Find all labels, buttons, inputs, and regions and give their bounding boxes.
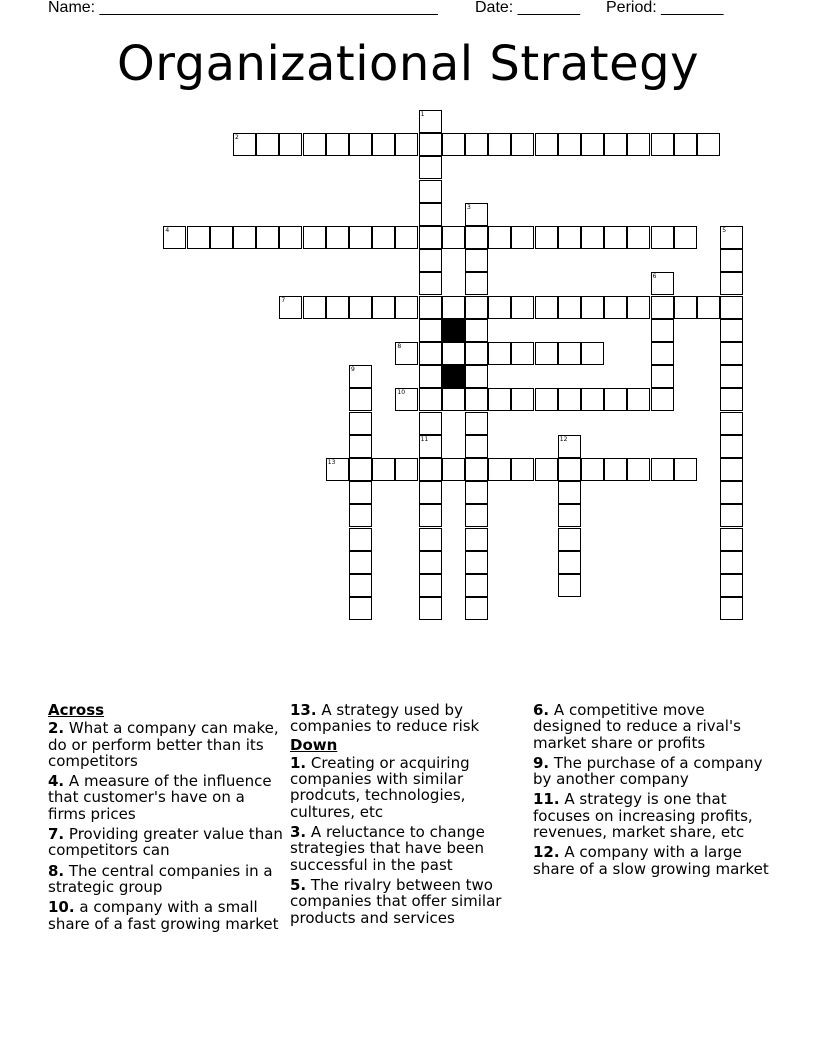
grid-cell[interactable] — [558, 342, 581, 365]
grid-cell[interactable] — [651, 458, 674, 481]
grid-cell[interactable] — [558, 574, 581, 597]
grid-cell[interactable] — [303, 226, 326, 249]
grid-cell[interactable] — [372, 133, 395, 156]
grid-cell[interactable] — [558, 226, 581, 249]
grid-cell[interactable] — [511, 296, 534, 319]
grid-cell[interactable] — [720, 458, 743, 481]
clue-across-4: 4. A measure of the influence that customer's have on a firms prices — [48, 772, 272, 823]
grid-cell[interactable] — [627, 388, 650, 411]
clue-number-3: 3 — [467, 203, 471, 211]
grid-cell[interactable] — [674, 226, 697, 249]
clue-down-12: 12. A company with a large share of a slow growing market — [533, 843, 769, 878]
grid-cell[interactable] — [720, 481, 743, 504]
grid-cell[interactable] — [558, 528, 581, 551]
grid-cell[interactable] — [465, 528, 488, 551]
grid-cell[interactable] — [419, 458, 442, 481]
grid-cell[interactable] — [372, 226, 395, 249]
grid-cell[interactable] — [326, 133, 349, 156]
grid-cell[interactable] — [651, 133, 674, 156]
grid-cell[interactable] — [349, 551, 372, 574]
grid-cell[interactable] — [303, 296, 326, 319]
grid-cell[interactable] — [720, 551, 743, 574]
grid-cell[interactable] — [720, 296, 743, 319]
grid-cell[interactable] — [511, 388, 534, 411]
clues-column-3 — [533, 702, 773, 881]
clues-column-1 — [48, 702, 283, 936]
grid-cell[interactable] — [349, 388, 372, 411]
grid-cell[interactable] — [651, 226, 674, 249]
grid-cell[interactable] — [465, 574, 488, 597]
grid-cell[interactable] — [419, 180, 442, 203]
clue-across-2: 2. What a company can make, do or perform better than its competitors — [48, 719, 279, 770]
grid-cell[interactable] — [465, 133, 488, 156]
grid-cell[interactable] — [651, 319, 674, 342]
clue-down-11: 11. A strategy is one that focuses on increasing profits, revenues, market share, etc — [533, 790, 753, 842]
grid-cell[interactable] — [627, 296, 650, 319]
grid-cell[interactable] — [419, 272, 442, 295]
grid-cell[interactable] — [326, 226, 349, 249]
grid-cell[interactable] — [604, 388, 627, 411]
grid-cell[interactable] — [349, 412, 372, 435]
grid-cell[interactable] — [535, 458, 558, 481]
grid-cell[interactable] — [395, 133, 418, 156]
grid-cell[interactable] — [419, 296, 442, 319]
grid-cell[interactable] — [279, 133, 302, 156]
clue-across-10: 10. a company with a small share of a fast growing market — [48, 898, 279, 933]
grid-cell[interactable] — [349, 481, 372, 504]
grid-cell[interactable] — [720, 528, 743, 551]
clue-down-1: 1. Creating or acquiring companies with similar prodcuts, technologies, cultures, etc — [290, 753, 470, 821]
grid-cell[interactable] — [465, 412, 488, 435]
black-cell — [442, 319, 465, 342]
grid-cell[interactable] — [581, 388, 604, 411]
grid-cell[interactable] — [674, 296, 697, 319]
grid-cell[interactable] — [720, 574, 743, 597]
clue-down-3: 3. A reluctance to change strategies that have been successful in the past — [290, 823, 485, 874]
grid-cell[interactable] — [419, 226, 442, 249]
grid-cell[interactable] — [303, 133, 326, 156]
clue-number-2: 2 — [235, 134, 239, 142]
clue-number-7: 7 — [281, 296, 286, 304]
grid-cell[interactable] — [187, 226, 210, 249]
grid-cell[interactable] — [372, 458, 395, 481]
clues-column-2 — [290, 702, 525, 930]
period-field-label: Period: _______ — [606, 0, 724, 16]
grid-cell[interactable] — [488, 296, 511, 319]
grid-cell[interactable] — [535, 388, 558, 411]
grid-cell[interactable] — [535, 296, 558, 319]
grid-cell[interactable] — [419, 249, 442, 272]
grid-cell[interactable] — [465, 597, 488, 620]
grid-cell[interactable] — [372, 296, 395, 319]
grid-cell[interactable] — [233, 226, 256, 249]
grid-cell[interactable] — [651, 296, 674, 319]
grid-cell[interactable] — [395, 296, 418, 319]
clue-across-13: 13. A strategy used by companies to reduce risk — [290, 701, 480, 736]
grid-cell[interactable] — [697, 133, 720, 156]
grid-cell[interactable] — [581, 296, 604, 319]
grid-cell[interactable] — [651, 388, 674, 411]
grid-cell[interactable] — [419, 481, 442, 504]
grid-cell[interactable] — [442, 133, 465, 156]
grid-cell[interactable] — [604, 226, 627, 249]
grid-cell[interactable] — [442, 342, 465, 365]
clue-across-7: 7. Providing greater value than competitors can — [48, 825, 283, 860]
grid-cell[interactable] — [720, 388, 743, 411]
clue-number-1: 1 — [420, 111, 425, 118]
clue-number-8: 8 — [397, 343, 402, 350]
grid-cell[interactable] — [558, 296, 581, 319]
grid-cell[interactable] — [581, 226, 604, 249]
grid-cell[interactable] — [465, 319, 488, 342]
grid-cell[interactable] — [511, 133, 534, 156]
clue-across-8: 8. The central companies in a strategic group — [48, 861, 273, 896]
grid-cell[interactable] — [256, 133, 279, 156]
page-title: Organizational Strategy — [116, 36, 700, 92]
grid-cell[interactable] — [697, 296, 720, 319]
grid-cell[interactable] — [535, 133, 558, 156]
grid-cell[interactable] — [349, 504, 372, 527]
grid-cell[interactable] — [465, 504, 488, 527]
grid-cell[interactable] — [419, 365, 442, 388]
grid-cell[interactable] — [720, 504, 743, 527]
grid-cell[interactable] — [442, 458, 465, 481]
grid-cell[interactable] — [651, 342, 674, 365]
grid-cell[interactable] — [419, 156, 442, 179]
grid-cell[interactable] — [674, 133, 697, 156]
clue-number-11: 11 — [420, 435, 429, 443]
down-heading: Down — [290, 735, 338, 754]
grid-cell[interactable] — [419, 504, 442, 527]
grid-cell[interactable] — [720, 435, 743, 458]
grid-cell[interactable] — [465, 226, 488, 249]
grid-cell[interactable] — [627, 226, 650, 249]
grid-cell[interactable] — [558, 458, 581, 481]
grid-cell[interactable] — [511, 226, 534, 249]
grid-cell[interactable] — [349, 597, 372, 620]
grid-cell[interactable] — [349, 458, 372, 481]
grid-cell[interactable] — [581, 133, 604, 156]
grid-cell[interactable] — [627, 133, 650, 156]
grid-cell[interactable] — [419, 203, 442, 226]
grid-cell[interactable] — [419, 342, 442, 365]
grid-cell[interactable] — [465, 342, 488, 365]
grid-cell[interactable] — [558, 504, 581, 527]
across-heading: Across — [48, 701, 105, 719]
clue-number-5: 5 — [722, 227, 727, 234]
grid-cell[interactable] — [651, 365, 674, 388]
grid-cell[interactable] — [442, 296, 465, 319]
grid-cell[interactable] — [720, 365, 743, 388]
grid-cell[interactable] — [419, 412, 442, 435]
clue-number-9: 9 — [351, 366, 355, 374]
grid-cell[interactable] — [256, 226, 279, 249]
clue-down-5: 5. The rivalry between two companies that offer similar products and services — [290, 875, 502, 927]
clue-number-6: 6 — [652, 273, 657, 281]
grid-cell[interactable] — [349, 435, 372, 458]
grid-cell[interactable] — [465, 458, 488, 481]
grid-cell[interactable] — [720, 249, 743, 272]
black-cell — [442, 365, 465, 388]
grid-cell[interactable] — [349, 226, 372, 249]
clue-number-10: 10 — [397, 389, 406, 397]
grid-cell[interactable] — [720, 272, 743, 295]
grid-cell[interactable] — [604, 296, 627, 319]
grid-cell[interactable] — [465, 388, 488, 411]
grid-cell[interactable] — [210, 226, 233, 249]
grid-cell[interactable] — [419, 528, 442, 551]
grid-cell[interactable] — [558, 133, 581, 156]
grid-cell[interactable] — [535, 342, 558, 365]
grid-cell[interactable] — [395, 458, 418, 481]
date-field-label: Date: _______ — [475, 0, 580, 16]
grid-cell[interactable] — [465, 365, 488, 388]
grid-cell[interactable] — [395, 226, 418, 249]
grid-cell[interactable] — [349, 574, 372, 597]
grid-cell[interactable] — [442, 388, 465, 411]
grid-cell[interactable] — [349, 528, 372, 551]
grid-cell[interactable] — [581, 342, 604, 365]
grid-cell[interactable] — [279, 226, 302, 249]
grid-cell[interactable] — [627, 458, 650, 481]
grid-cell[interactable] — [465, 249, 488, 272]
clue-number-12: 12 — [559, 435, 568, 443]
clue-number-13: 13 — [327, 459, 336, 466]
grid-cell[interactable] — [419, 597, 442, 620]
clue-number-4: 4 — [165, 227, 170, 234]
grid-cell[interactable] — [326, 296, 349, 319]
grid-cell[interactable] — [511, 342, 534, 365]
grid-cell[interactable] — [465, 296, 488, 319]
grid-cell[interactable] — [558, 481, 581, 504]
grid-cell[interactable] — [465, 551, 488, 574]
name-field-label: Name: ______________________________________ — [48, 0, 438, 16]
grid-cell[interactable] — [488, 458, 511, 481]
grid-cell[interactable] — [419, 133, 442, 156]
grid-cell[interactable] — [488, 388, 511, 411]
grid-cell[interactable] — [465, 272, 488, 295]
grid-cell[interactable] — [674, 458, 697, 481]
grid-cell[interactable] — [604, 133, 627, 156]
grid-cell[interactable] — [720, 412, 743, 435]
grid-cell[interactable] — [720, 319, 743, 342]
clue-down-6: 6. A competitive move designed to reduce a rival's market share or profits — [533, 701, 741, 752]
grid-cell[interactable] — [419, 551, 442, 574]
grid-cell[interactable] — [581, 458, 604, 481]
grid-cell[interactable] — [442, 226, 465, 249]
grid-cell[interactable] — [720, 597, 743, 620]
grid-cell[interactable] — [488, 226, 511, 249]
grid-cell[interactable] — [419, 574, 442, 597]
grid-cell[interactable] — [511, 458, 534, 481]
grid-cell[interactable] — [558, 388, 581, 411]
grid-cell[interactable] — [349, 133, 372, 156]
grid-cell[interactable] — [558, 551, 581, 574]
grid-cell[interactable] — [488, 133, 511, 156]
grid-cell[interactable] — [720, 342, 743, 365]
grid-cell[interactable] — [535, 226, 558, 249]
grid-cell[interactable] — [465, 435, 488, 458]
grid-cell[interactable] — [465, 481, 488, 504]
grid-cell[interactable] — [349, 296, 372, 319]
grid-cell[interactable] — [604, 458, 627, 481]
grid-cell[interactable] — [488, 342, 511, 365]
grid-cell[interactable] — [419, 319, 442, 342]
grid-cell[interactable] — [419, 388, 442, 411]
clue-down-9: 9. The purchase of a company by another company — [533, 753, 763, 789]
